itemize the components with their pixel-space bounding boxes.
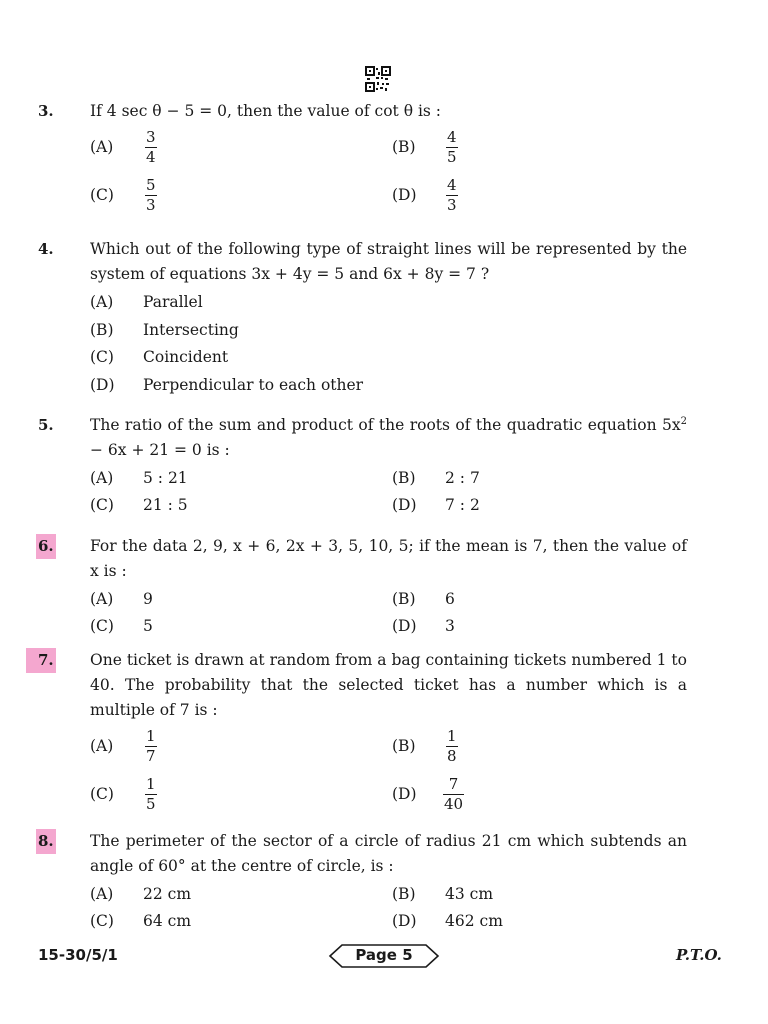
- numerator: 1: [146, 775, 156, 793]
- question-7: [38, 648, 698, 818]
- question-4: [38, 237, 698, 397]
- option-value: 462 cm: [445, 912, 503, 930]
- question-3: [38, 99, 698, 219]
- option-label: (D): [392, 912, 417, 930]
- option-label: (A): [90, 293, 114, 311]
- option-label: (C): [90, 617, 114, 635]
- fraction: [446, 176, 458, 215]
- option-a: [90, 884, 330, 904]
- option-a: [90, 589, 330, 609]
- denominator: 3: [447, 196, 457, 214]
- option-label: (B): [392, 469, 416, 487]
- option-label: (C): [90, 348, 114, 366]
- question-text: One ticket is drawn at random from a bag containing tickets numbered 1 to 40. The probability that the selected ticket has a number which is a multiple of 7 is :: [90, 651, 687, 719]
- question-6: [38, 534, 698, 644]
- denominator: 4: [146, 148, 156, 166]
- option-b: [392, 468, 632, 488]
- numerator: 4: [447, 176, 457, 194]
- question-number: 7.: [26, 648, 56, 673]
- fraction: [443, 775, 464, 814]
- question-number: 6.: [36, 534, 56, 559]
- page-footer: [0, 944, 768, 968]
- question-number: 8.: [36, 829, 56, 854]
- fraction: [446, 727, 458, 766]
- option-label: (C): [90, 496, 114, 514]
- option-c: [90, 495, 330, 515]
- option-d: [392, 495, 632, 515]
- page-number: Page 5: [355, 946, 413, 964]
- option-label: (C): [90, 912, 114, 930]
- qr-code-icon: [365, 66, 391, 92]
- fraction: [145, 128, 157, 167]
- option-value: 22 cm: [143, 885, 192, 903]
- numerator: 3: [146, 128, 156, 146]
- option-label: (D): [392, 785, 417, 803]
- fraction: [145, 775, 157, 814]
- option-value: 7 : 2: [445, 496, 480, 514]
- question-8: [38, 829, 698, 939]
- question-text: The perimeter of the sector of a circle of radius 21 cm which subtends an angle of 60° at the centre of circle, is :: [90, 832, 687, 875]
- option-label: (C): [90, 186, 114, 204]
- denominator: 3: [146, 196, 156, 214]
- option-value: 3: [445, 617, 455, 635]
- question-text: Which out of the following type of straight lines will be represented by the system of equations 3x + 4y = 5 and 6x + 8y = 7 ?: [90, 240, 687, 283]
- denominator: 40: [444, 795, 464, 813]
- option-value: 64 cm: [143, 912, 192, 930]
- denominator: 5: [447, 148, 457, 166]
- question-number: 3.: [38, 102, 54, 120]
- question-5: [38, 413, 698, 523]
- question-number: 4.: [38, 240, 54, 258]
- option-d: [392, 775, 512, 824]
- fraction: [145, 176, 157, 215]
- option-d: [392, 176, 512, 225]
- fraction: [145, 727, 157, 766]
- option-value: 2 : 7: [445, 469, 480, 487]
- option-c: [90, 176, 210, 225]
- option-c: [90, 775, 210, 824]
- option-label: (D): [90, 376, 115, 394]
- option-label: (A): [90, 138, 114, 156]
- option-b: [90, 320, 490, 340]
- option-label: (B): [90, 321, 114, 339]
- option-value: 6: [445, 590, 455, 608]
- question-text-part: The ratio of the sum and product of the roots of the quadratic equation 5x: [90, 416, 681, 434]
- option-b: [392, 727, 512, 776]
- question-text: For the data 2, 9, x + 6, 2x + 3, 5, 10, 5; if the mean is 7, then the value of x is :: [90, 537, 687, 580]
- option-label: (B): [392, 885, 416, 903]
- option-d: [90, 375, 490, 395]
- option-value: 21 : 5: [143, 496, 188, 514]
- option-label: (B): [392, 737, 416, 755]
- paper-code: 15-30/5/1: [38, 946, 118, 964]
- option-label: (D): [392, 617, 417, 635]
- option-value: Parallel: [143, 293, 203, 311]
- question-number: 5.: [38, 416, 54, 434]
- numerator: 7: [448, 775, 459, 793]
- question-text: If 4 sec θ − 5 = 0, then the value of cot θ is :: [90, 102, 442, 120]
- option-b: [392, 884, 632, 904]
- option-label: (A): [90, 737, 114, 755]
- option-a: [90, 468, 330, 488]
- option-label: (A): [90, 590, 114, 608]
- option-b: [392, 128, 512, 177]
- denominator: 5: [146, 795, 156, 813]
- option-value: 5: [143, 617, 153, 635]
- option-value: Perpendicular to each other: [143, 376, 364, 394]
- option-d: [392, 616, 632, 636]
- option-label: (A): [90, 885, 114, 903]
- option-label: (D): [392, 186, 417, 204]
- numerator: 1: [447, 727, 457, 745]
- option-d: [392, 911, 632, 931]
- option-label: (B): [392, 138, 416, 156]
- question-text-part: − 6x + 21 = 0 is :: [90, 441, 230, 459]
- option-c: [90, 911, 330, 931]
- option-label: (C): [90, 785, 114, 803]
- option-value: 43 cm: [445, 885, 494, 903]
- option-label: (D): [392, 496, 417, 514]
- denominator: 7: [146, 747, 156, 765]
- please-turn-over: P.T.O.: [676, 946, 722, 964]
- option-b: [392, 589, 632, 609]
- page-number-badge: [328, 944, 440, 968]
- option-value: 5 : 21: [143, 469, 188, 487]
- option-label: (B): [392, 590, 416, 608]
- option-a: [90, 727, 210, 776]
- option-value: Coincident: [143, 348, 229, 366]
- numerator: 4: [447, 128, 457, 146]
- option-a: [90, 128, 210, 177]
- option-c: [90, 616, 330, 636]
- numerator: 5: [146, 176, 156, 194]
- denominator: 8: [447, 747, 457, 765]
- option-a: [90, 292, 490, 312]
- question-text: [90, 413, 687, 463]
- option-value: Intersecting: [143, 321, 239, 339]
- option-value: 9: [143, 590, 153, 608]
- superscript: 2: [680, 415, 687, 427]
- numerator: 1: [146, 727, 156, 745]
- option-label: (A): [90, 469, 114, 487]
- option-c: [90, 347, 490, 367]
- fraction: [446, 128, 458, 167]
